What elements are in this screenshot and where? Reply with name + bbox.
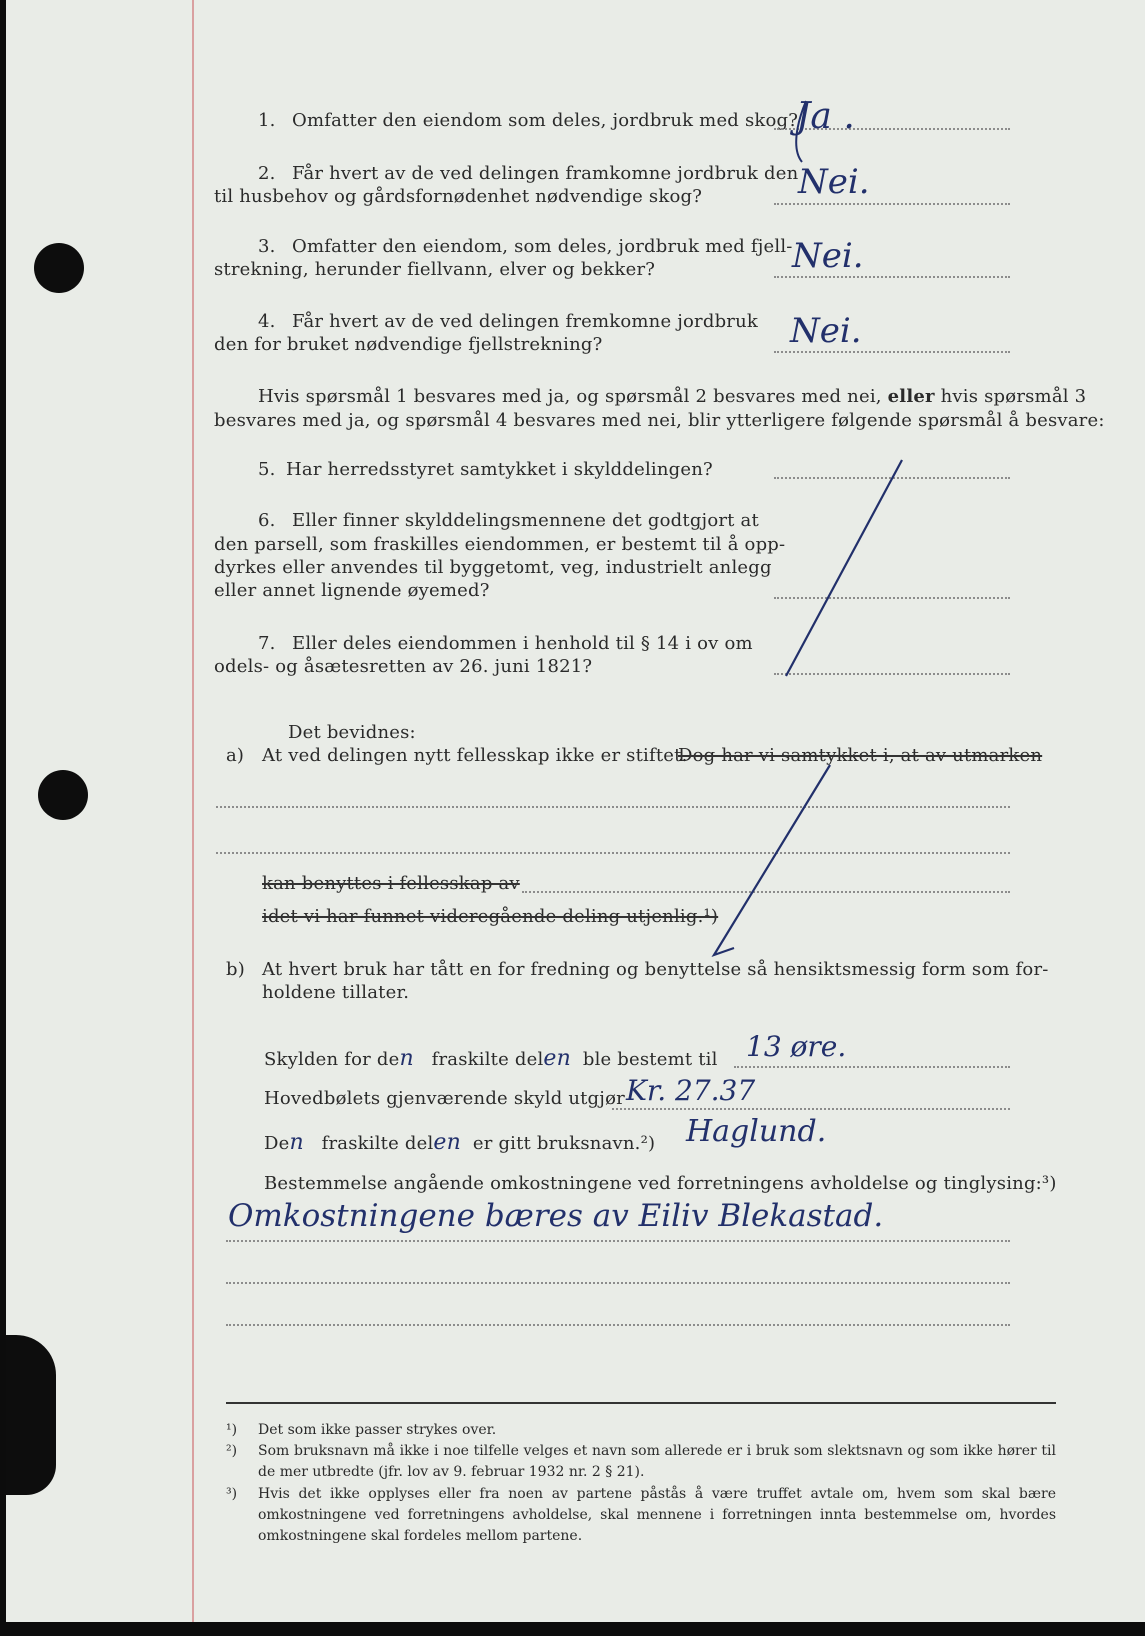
q7-number: 7. [258, 633, 276, 654]
item-a-text: At ved delingen nytt fellesskap ikke er stiftet. [262, 745, 688, 766]
q2-text-line2: til husbehov og gårdsfornødenhet nødvendige skog? [214, 186, 703, 207]
q3-text-line2: strekning, herunder fiellvann, elver og bekker? [214, 259, 656, 280]
q7-text-line2: odels- og åsætesretten av 26. juni 1821? [214, 656, 593, 677]
item-a-line3: kan benyttes i fellesskap av [262, 873, 520, 894]
q3-answer: Nei. [792, 236, 864, 276]
q5-number: 5. [258, 459, 276, 480]
q6-text-line2: den parsell, som fraskilles eiendommen, er bestemt til å opp- [214, 534, 786, 555]
q2-number: 2. [258, 163, 276, 184]
q2-text-line1: Får hvert av de ved delingen framkomne jordbruk den [292, 163, 799, 184]
q4-answer: Nei. [790, 311, 862, 351]
item-b-label: b) [226, 959, 245, 980]
q3-text-line1: Omfatter den eiendom, som deles, jordbruk med fjell- [292, 236, 793, 257]
conditional-text-line1: Hvis spørsmål 1 besvares med ja, og spørsmål 2 besvares med nei, eller hvis spørsmål 3 [258, 386, 1087, 407]
q3-number: 3. [258, 236, 276, 257]
q6-text-line3: dyrkes eller anvendes til byggetomt, veg, industrielt anlegg [214, 557, 772, 578]
footnote-3: ³) Hvis det ikke opplyses eller fra noen av partene påstås å være truffet avtale om, hvem som skal bære omkostningene ved forretningens avholdelse, skal mennene i forretningen innta bestemmelse om, hvordes omkostningene skal fordeles mellom partene. [226, 1486, 1056, 1544]
item-a-struck-text: Dog har vi samtykket i, at av utmarken [678, 745, 1043, 766]
item-a-line4: idet vi har funnet videregående deling utjenlig.¹) [262, 906, 719, 927]
q4-text-line2: den for bruket nødvendige fjellstrekning? [214, 334, 603, 355]
q1-answer: Ja . [796, 96, 855, 137]
q5-text: Har herredsstyret samtykket i skylddelingen? [286, 459, 713, 480]
q6-text-line4: eller annet lignende øyemed? [214, 580, 490, 601]
document-page [6, 0, 1145, 1622]
item-b-line1: At hvert bruk har tått en for fredning og benyttelse så hensiktsmessig form som for- [262, 959, 1049, 980]
cross-out-stroke [714, 765, 830, 955]
bestemmelse-label: Bestemmelse angående omkostningene ved forretningens avholdelse og tinglysing:³) [264, 1173, 1057, 1194]
bruksnavn-value: Haglund. [686, 1114, 827, 1149]
certification-heading: Det bevidnes: [288, 722, 416, 743]
skyld-label: Skylden for den fraskilte delen ble bestemt til [264, 1046, 718, 1071]
skyld-value: 13 øre. [746, 1030, 847, 1063]
conditional-text-line2: besvares med ja, og spørsmål 4 besvares med nei, blir ytterligere følgende spørsmål å besvare: [214, 410, 1105, 431]
cross-out-stroke [786, 460, 902, 676]
bruksnavn-label: Den fraskilte delen er gitt bruksnavn.²) [264, 1130, 656, 1155]
footnote-1: ¹) Det som ikke passer strykes over. [226, 1422, 497, 1438]
q7-text-line1: Eller deles eiendommen i henhold til § 14 i ov om [292, 633, 753, 654]
item-a-label: a) [226, 745, 245, 766]
q1-text: Omfatter den eiendom som deles, jordbruk med skog? [292, 110, 799, 131]
q2-answer: Nei. [798, 162, 870, 202]
q1-number: 1. [258, 110, 276, 131]
handwritten-strokes [6, 0, 1145, 1622]
q4-number: 4. [258, 311, 276, 332]
bestemmelse-value: Omkostningene bæres av Eiliv Blekastad. [228, 1198, 884, 1234]
ink-flourish [796, 101, 806, 162]
q4-text-line1: Får hvert av de ved delingen fremkomne jordbruk [292, 311, 758, 332]
footnote-2: ²) Som bruksnavn må ikke i noe tilfelle velges et navn som allerede er i bruk som slektsnavn og som ikke hører til de mer utbredte (jfr. lov av 9. februar 1932 nr. 2 § 21). [226, 1443, 1056, 1480]
q6-number: 6. [258, 510, 276, 531]
hovedbol-value: Kr. 27.37 [626, 1074, 756, 1107]
q6-text-line1: Eller finner skylddelingsmennene det godtgjort at [292, 510, 759, 531]
item-b-line2: holdene tillater. [262, 982, 410, 1003]
hovedbol-label: Hovedbølets gjenværende skyld utgjør [264, 1088, 625, 1109]
